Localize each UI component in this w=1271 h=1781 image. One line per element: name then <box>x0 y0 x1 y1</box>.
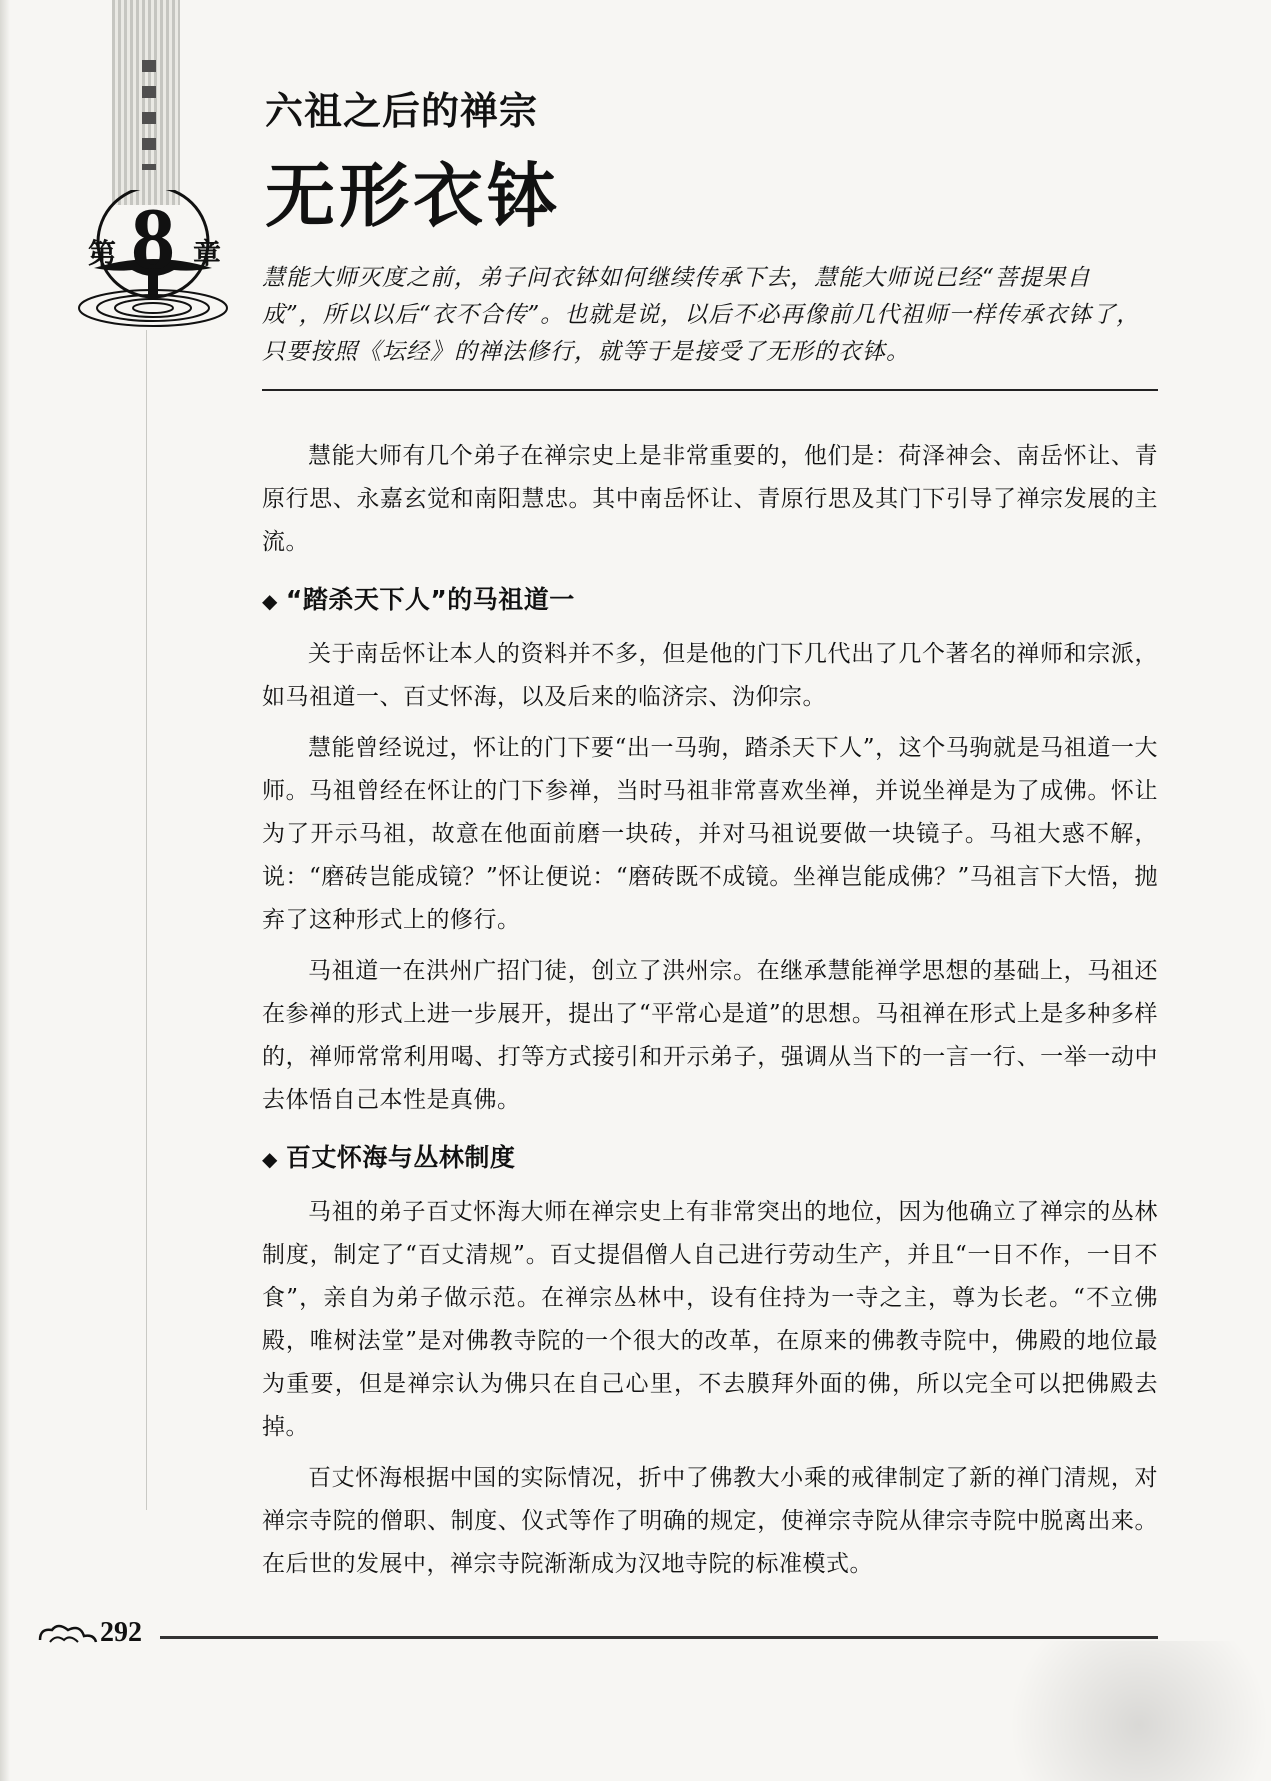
chapter-intro <box>262 260 1142 371</box>
page-edge-shadow <box>0 0 10 1781</box>
paragraph: 慧能曾经说过，怀让的门下要“出一马驹，踏杀天下人”，这个马驹就是马祖道一大师。马祖曾经在怀让的门下参禅，当时马祖非常喜欢坐禅，并说坐禅是为了成佛。怀让为了开示马祖，故意在他面前磨一块砖，并对马祖说要做一块镜子。马祖大惑不解，说：“磨砖岂能成镜？”怀让便说：“磨砖既不成镜。坐禅岂能成佛？”马祖言下大悟，抛弃了这种形式上的修行。 <box>262 735 1158 933</box>
corner-ornament <box>112 0 180 205</box>
margin-line <box>146 330 147 1510</box>
page-number: 292 <box>100 1617 142 1648</box>
paragraph: 马祖的弟子百丈怀海大师在禅宗史上有非常突出的地位，因为他确立了禅宗的丛林制度，制定了“百丈清规”。百丈提倡僧人自己进行劳动生产，并且“一日不作，一日不食”，亲自为弟子做示范。在禅宗丛林中，设有住持为一寺之主，尊为长老。“不立佛殿，唯树法堂”是对佛教寺院的一个很大的改革，在原来的佛教寺院中，佛殿的地位最为重要，但是禅宗认为佛只在自己心里，不去膜拜外面的佛，所以完全可以把佛殿去掉。 <box>262 1199 1158 1440</box>
diamond-icon: ◆ <box>262 589 278 613</box>
chapter-prefix: 第 <box>88 237 117 270</box>
body-text <box>262 435 1158 1594</box>
section-heading-text: 百丈怀海与丛林制度 <box>285 1143 516 1172</box>
chapter-badge <box>74 190 232 340</box>
section-heading <box>262 578 1158 623</box>
section-heading <box>262 1136 1158 1181</box>
paragraph: 关于南岳怀让本人的资料并不多，但是他的门下几代出了几个著名的禅师和宗派，如马祖道一、百丈怀海，以及后来的临济宗、沩仰宗。 <box>262 641 1158 710</box>
opening-paragraph: 慧能大师有几个弟子在禅宗史上是非常重要的，他们是：荷泽神会、南岳怀让、青原行思、永嘉玄觉和南阳慧忠。其中南岳怀让、青原行思及其门下引导了禅宗发展的主流。 <box>262 443 1158 555</box>
footer-rule <box>160 1636 1158 1639</box>
intro-divider <box>262 389 1158 391</box>
chapter-title: 无形衣钵 <box>265 155 561 237</box>
chapter-kicker: 六祖之后的禅宗 <box>265 88 539 133</box>
cloud-swirl-icon <box>36 1620 100 1650</box>
section-heading-text: “踏杀天下人”的马祖道一 <box>285 585 575 614</box>
scan-speckle <box>941 1641 1271 1781</box>
corner-ornament-dots <box>142 60 156 170</box>
chapter-number: 8 <box>131 191 175 288</box>
diamond-icon: ◆ <box>262 1147 278 1171</box>
paragraph: 百丈怀海根据中国的实际情况，折中了佛教大小乘的戒律制定了新的禅门清规，对禅宗寺院的僧职、制度、仪式等作了明确的规定，使禅宗寺院从律宗寺院中脱离出来。在后世的发展中，禅宗寺院渐渐成为汉地寺院的标准模式。 <box>262 1465 1158 1577</box>
intro-text: 慧能大师灭度之前，弟子问衣钵如何继续传承下去，慧能大师说已经“菩提果自成”，所以以后“衣不合传”。也就是说，以后不必再像前几代祖师一样传承衣钵了，只要按照《坛经》的禅法修行，就等于是接受了无形的衣钵。 <box>262 265 1141 365</box>
paragraph: 马祖道一在洪州广招门徒，创立了洪州宗。在继承慧能禅学思想的基础上，马祖还在参禅的形式上进一步展开，提出了“平常心是道”的思想。马祖禅在形式上是多种多样的，禅师常常利用喝、打等方式接引和开示弟子，强调从当下的一言一行、一举一动中去体悟自己本性是真佛。 <box>262 958 1158 1113</box>
chapter-suffix: 章 <box>193 237 222 270</box>
